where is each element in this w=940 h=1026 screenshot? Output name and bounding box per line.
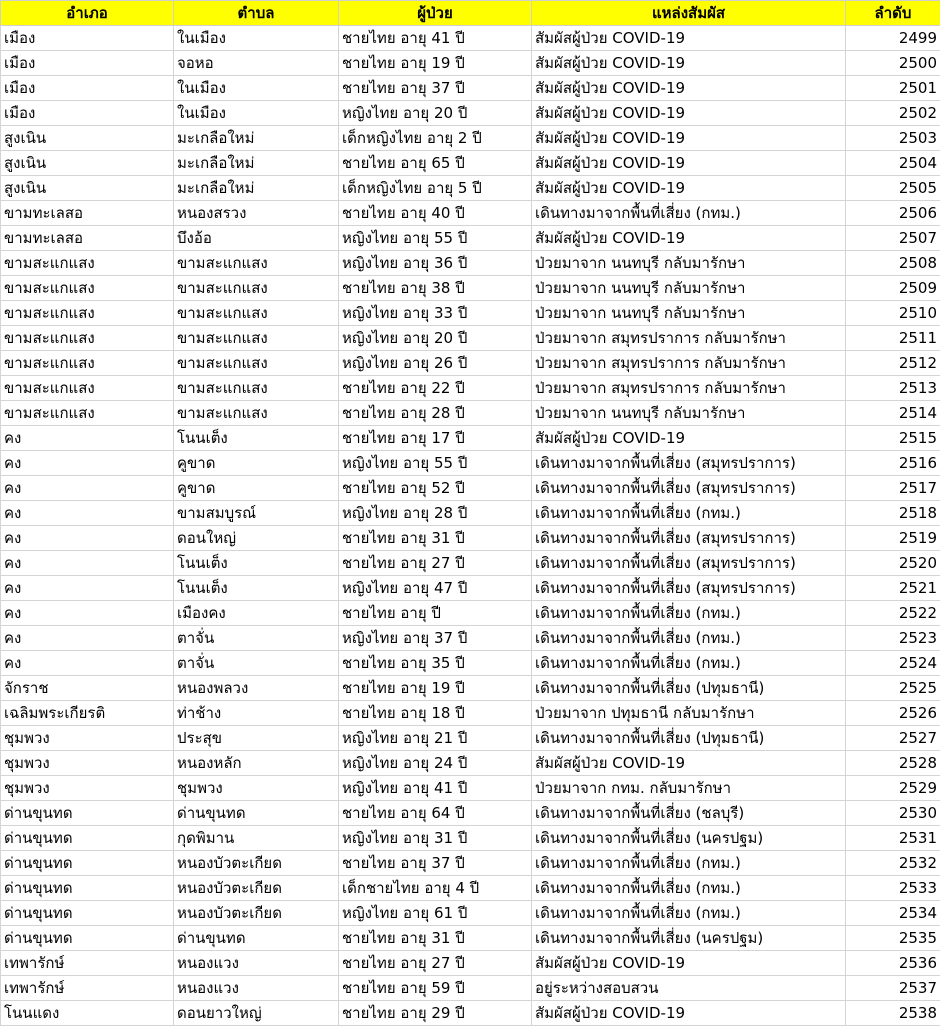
- source-cell: สัมผัสผู้ป่วย COVID-19: [532, 26, 846, 51]
- subdistrict-cell: ขามสมบูรณ์: [174, 501, 339, 526]
- subdistrict-cell: ขามสะแกแสง: [174, 351, 339, 376]
- subdistrict-cell: เมืองคง: [174, 601, 339, 626]
- district-cell: ด่านขุนทด: [1, 926, 174, 951]
- number-cell: 2517: [846, 476, 940, 501]
- district-cell: คง: [1, 526, 174, 551]
- source-cell: ป่วยมาจาก สมุทรปราการ กลับมารักษา: [532, 326, 846, 351]
- number-cell: 2525: [846, 676, 940, 701]
- source-cell: ป่วยมาจาก นนทบุรี กลับมารักษา: [532, 401, 846, 426]
- subdistrict-cell: หนองหลัก: [174, 751, 339, 776]
- patient-cell: ชายไทย อายุ 65 ปี: [339, 151, 532, 176]
- source-cell: สัมผัสผู้ป่วย COVID-19: [532, 426, 846, 451]
- number-cell: 2503: [846, 126, 940, 151]
- subdistrict-cell: โนนเต็ง: [174, 426, 339, 451]
- patient-cell: หญิงไทย อายุ 37 ปี: [339, 626, 532, 651]
- table-row: [1, 651, 940, 676]
- table-row: [1, 226, 940, 251]
- number-cell: 2534: [846, 901, 940, 926]
- subdistrict-cell: บึงอ้อ: [174, 226, 339, 251]
- table-row: [1, 951, 940, 976]
- district-cell: คง: [1, 551, 174, 576]
- table-row: [1, 701, 940, 726]
- source-cell: เดินทางมาจากพื้นที่เสี่ยง (กทม.): [532, 601, 846, 626]
- district-cell: ขามทะเลสอ: [1, 201, 174, 226]
- number-cell: 2500: [846, 51, 940, 76]
- source-cell: เดินทางมาจากพื้นที่เสี่ยง (ปทุมธานี): [532, 726, 846, 751]
- number-cell: 2529: [846, 776, 940, 801]
- subdistrict-cell: หนองแวง: [174, 951, 339, 976]
- district-cell: เมือง: [1, 51, 174, 76]
- subdistrict-cell: ท่าช้าง: [174, 701, 339, 726]
- patient-cell: หญิงไทย อายุ 55 ปี: [339, 451, 532, 476]
- subdistrict-cell: ประสุข: [174, 726, 339, 751]
- source-cell: ป่วยมาจาก กทม. กลับมารักษา: [532, 776, 846, 801]
- district-cell: เทพารักษ์: [1, 976, 174, 1001]
- district-cell: คง: [1, 576, 174, 601]
- subdistrict-cell: ด่านขุนทด: [174, 801, 339, 826]
- table-row: [1, 426, 940, 451]
- header-subdistrict: ตำบล: [174, 1, 339, 26]
- source-cell: เดินทางมาจากพื้นที่เสี่ยง (กทม.): [532, 651, 846, 676]
- subdistrict-cell: มะเกลือใหม่: [174, 151, 339, 176]
- number-cell: 2505: [846, 176, 940, 201]
- subdistrict-cell: มะเกลือใหม่: [174, 126, 339, 151]
- table-row: [1, 826, 940, 851]
- number-cell: 2522: [846, 601, 940, 626]
- source-cell: อยู่ระหว่างสอบสวน: [532, 976, 846, 1001]
- number-cell: 2506: [846, 201, 940, 226]
- subdistrict-cell: ด่านขุนทด: [174, 926, 339, 951]
- number-cell: 2508: [846, 251, 940, 276]
- district-cell: ขามสะแกแสง: [1, 326, 174, 351]
- subdistrict-cell: ขามสะแกแสง: [174, 376, 339, 401]
- source-cell: เดินทางมาจากพื้นที่เสี่ยง (สมุทรปราการ): [532, 526, 846, 551]
- district-cell: ชุมพวง: [1, 726, 174, 751]
- subdistrict-cell: ตาจั่น: [174, 651, 339, 676]
- table-row: [1, 601, 940, 626]
- table-row: [1, 776, 940, 801]
- subdistrict-cell: หนองแวง: [174, 976, 339, 1001]
- number-cell: 2532: [846, 851, 940, 876]
- district-cell: เมือง: [1, 76, 174, 101]
- source-cell: ป่วยมาจาก ปทุมธานี กลับมารักษา: [532, 701, 846, 726]
- patient-cell: หญิงไทย อายุ 47 ปี: [339, 576, 532, 601]
- patient-cell: หญิงไทย อายุ 24 ปี: [339, 751, 532, 776]
- district-cell: ด่านขุนทด: [1, 851, 174, 876]
- table-row: [1, 176, 940, 201]
- table-row: [1, 726, 940, 751]
- patient-cell: ชายไทย อายุ 19 ปี: [339, 51, 532, 76]
- patient-cell: ชายไทย อายุ 27 ปี: [339, 951, 532, 976]
- patient-cell: หญิงไทย อายุ 61 ปี: [339, 901, 532, 926]
- source-cell: เดินทางมาจากพื้นที่เสี่ยง (กทม.): [532, 626, 846, 651]
- district-cell: ชุมพวง: [1, 776, 174, 801]
- subdistrict-cell: กุดพิมาน: [174, 826, 339, 851]
- number-cell: 2533: [846, 876, 940, 901]
- number-cell: 2516: [846, 451, 940, 476]
- number-cell: 2531: [846, 826, 940, 851]
- header-row: [1, 1, 940, 26]
- source-cell: สัมผัสผู้ป่วย COVID-19: [532, 951, 846, 976]
- subdistrict-cell: โนนเต็ง: [174, 551, 339, 576]
- subdistrict-cell: โนนเต็ง: [174, 576, 339, 601]
- number-cell: 2519: [846, 526, 940, 551]
- patient-cell: หญิงไทย อายุ 21 ปี: [339, 726, 532, 751]
- district-cell: สูงเนิน: [1, 176, 174, 201]
- patient-cell: ชายไทย อายุ 28 ปี: [339, 401, 532, 426]
- table-row: [1, 876, 940, 901]
- patient-cell: หญิงไทย อายุ 26 ปี: [339, 351, 532, 376]
- source-cell: สัมผัสผู้ป่วย COVID-19: [532, 126, 846, 151]
- district-cell: คง: [1, 601, 174, 626]
- table-row: [1, 576, 940, 601]
- number-cell: 2507: [846, 226, 940, 251]
- table-row: [1, 476, 940, 501]
- patient-cell: หญิงไทย อายุ 31 ปี: [339, 826, 532, 851]
- district-cell: คง: [1, 626, 174, 651]
- patient-cell: ชายไทย อายุ 35 ปี: [339, 651, 532, 676]
- table-row: [1, 751, 940, 776]
- number-cell: 2536: [846, 951, 940, 976]
- district-cell: คง: [1, 651, 174, 676]
- source-cell: เดินทางมาจากพื้นที่เสี่ยง (นครปฐม): [532, 826, 846, 851]
- table-row: [1, 551, 940, 576]
- number-cell: 2510: [846, 301, 940, 326]
- source-cell: เดินทางมาจากพื้นที่เสี่ยง (สมุทรปราการ): [532, 476, 846, 501]
- source-cell: เดินทางมาจากพื้นที่เสี่ยง (ชลบุรี): [532, 801, 846, 826]
- district-cell: ด่านขุนทด: [1, 901, 174, 926]
- source-cell: สัมผัสผู้ป่วย COVID-19: [532, 226, 846, 251]
- table-row: [1, 526, 940, 551]
- table-row: [1, 851, 940, 876]
- source-cell: เดินทางมาจากพื้นที่เสี่ยง (สมุทรปราการ): [532, 576, 846, 601]
- patient-cell: ชายไทย อายุ 27 ปี: [339, 551, 532, 576]
- table-row: [1, 51, 940, 76]
- table-row: [1, 276, 940, 301]
- number-cell: 2537: [846, 976, 940, 1001]
- district-cell: ขามสะแกแสง: [1, 251, 174, 276]
- number-cell: 2524: [846, 651, 940, 676]
- source-cell: เดินทางมาจากพื้นที่เสี่ยง (กทม.): [532, 901, 846, 926]
- number-cell: 2526: [846, 701, 940, 726]
- table-row: [1, 626, 940, 651]
- header-number: ลำดับ: [846, 1, 940, 26]
- subdistrict-cell: ในเมือง: [174, 76, 339, 101]
- number-cell: 2520: [846, 551, 940, 576]
- source-cell: เดินทางมาจากพื้นที่เสี่ยง (กทม.): [532, 201, 846, 226]
- number-cell: 2523: [846, 626, 940, 651]
- header-district: อำเภอ: [1, 1, 174, 26]
- subdistrict-cell: หนองพลวง: [174, 676, 339, 701]
- subdistrict-cell: ในเมือง: [174, 101, 339, 126]
- source-cell: เดินทางมาจากพื้นที่เสี่ยง (ปทุมธานี): [532, 676, 846, 701]
- number-cell: 2514: [846, 401, 940, 426]
- district-cell: เมือง: [1, 101, 174, 126]
- patient-cell: หญิงไทย อายุ 20 ปี: [339, 326, 532, 351]
- source-cell: สัมผัสผู้ป่วย COVID-19: [532, 1001, 846, 1026]
- district-cell: ขามสะแกแสง: [1, 301, 174, 326]
- subdistrict-cell: คูขาด: [174, 451, 339, 476]
- table-row: [1, 151, 940, 176]
- number-cell: 2502: [846, 101, 940, 126]
- subdistrict-cell: ชุมพวง: [174, 776, 339, 801]
- table-row: [1, 201, 940, 226]
- number-cell: 2528: [846, 751, 940, 776]
- table-row: [1, 901, 940, 926]
- source-cell: สัมผัสผู้ป่วย COVID-19: [532, 151, 846, 176]
- subdistrict-cell: ขามสะแกแสง: [174, 276, 339, 301]
- patient-cell: ชายไทย อายุ 29 ปี: [339, 1001, 532, 1026]
- subdistrict-cell: ขามสะแกแสง: [174, 251, 339, 276]
- source-cell: ป่วยมาจาก สมุทรปราการ กลับมารักษา: [532, 351, 846, 376]
- district-cell: ขามสะแกแสง: [1, 376, 174, 401]
- patient-cell: หญิงไทย อายุ 33 ปี: [339, 301, 532, 326]
- subdistrict-cell: หนองบัวตะเกียด: [174, 901, 339, 926]
- source-cell: สัมผัสผู้ป่วย COVID-19: [532, 76, 846, 101]
- table-row: [1, 26, 940, 51]
- district-cell: คง: [1, 476, 174, 501]
- district-cell: โนนแดง: [1, 1001, 174, 1026]
- subdistrict-cell: ดอนยาวใหญ่: [174, 1001, 339, 1026]
- table-row: [1, 976, 940, 1001]
- source-cell: สัมผัสผู้ป่วย COVID-19: [532, 51, 846, 76]
- patient-cell: หญิงไทย อายุ 55 ปี: [339, 226, 532, 251]
- number-cell: 2538: [846, 1001, 940, 1026]
- source-cell: สัมผัสผู้ป่วย COVID-19: [532, 176, 846, 201]
- table-row: [1, 76, 940, 101]
- subdistrict-cell: ในเมือง: [174, 26, 339, 51]
- patient-cell: หญิงไทย อายุ 28 ปี: [339, 501, 532, 526]
- subdistrict-cell: หนองบัวตะเกียด: [174, 851, 339, 876]
- district-cell: ด่านขุนทด: [1, 876, 174, 901]
- patient-cell: ชายไทย อายุ 31 ปี: [339, 926, 532, 951]
- patient-cell: ชายไทย อายุ 22 ปี: [339, 376, 532, 401]
- source-cell: เดินทางมาจากพื้นที่เสี่ยง (สมุทรปราการ): [532, 551, 846, 576]
- number-cell: 2513: [846, 376, 940, 401]
- patient-cell: ชายไทย อายุ 59 ปี: [339, 976, 532, 1001]
- patient-cell: ชายไทย อายุ 31 ปี: [339, 526, 532, 551]
- district-cell: สูงเนิน: [1, 151, 174, 176]
- patient-cell: ชายไทย อายุ 19 ปี: [339, 676, 532, 701]
- number-cell: 2518: [846, 501, 940, 526]
- district-cell: ขามสะแกแสง: [1, 276, 174, 301]
- subdistrict-cell: ขามสะแกแสง: [174, 401, 339, 426]
- number-cell: 2511: [846, 326, 940, 351]
- number-cell: 2521: [846, 576, 940, 601]
- table-row: [1, 101, 940, 126]
- district-cell: ขามทะเลสอ: [1, 226, 174, 251]
- number-cell: 2515: [846, 426, 940, 451]
- table-row: [1, 376, 940, 401]
- district-cell: เทพารักษ์: [1, 951, 174, 976]
- subdistrict-cell: คูขาด: [174, 476, 339, 501]
- district-cell: ด่านขุนทด: [1, 826, 174, 851]
- district-cell: จักราช: [1, 676, 174, 701]
- number-cell: 2509: [846, 276, 940, 301]
- patient-cell: ชายไทย อายุ ปี: [339, 601, 532, 626]
- subdistrict-cell: ตาจั่น: [174, 626, 339, 651]
- source-cell: ป่วยมาจาก นนทบุรี กลับมารักษา: [532, 276, 846, 301]
- number-cell: 2530: [846, 801, 940, 826]
- district-cell: ขามสะแกแสง: [1, 401, 174, 426]
- source-cell: เดินทางมาจากพื้นที่เสี่ยง (กทม.): [532, 501, 846, 526]
- header-patient: ผู้ป่วย: [339, 1, 532, 26]
- number-cell: 2535: [846, 926, 940, 951]
- patient-cell: ชายไทย อายุ 37 ปี: [339, 851, 532, 876]
- patient-cell: ชายไทย อายุ 37 ปี: [339, 76, 532, 101]
- table-row: [1, 351, 940, 376]
- source-cell: ป่วยมาจาก นนทบุรี กลับมารักษา: [532, 301, 846, 326]
- source-cell: ป่วยมาจาก สมุทรปราการ กลับมารักษา: [532, 376, 846, 401]
- district-cell: คง: [1, 501, 174, 526]
- number-cell: 2501: [846, 76, 940, 101]
- district-cell: คง: [1, 451, 174, 476]
- subdistrict-cell: จอหอ: [174, 51, 339, 76]
- district-cell: ชุมพวง: [1, 751, 174, 776]
- patient-cell: ชายไทย อายุ 52 ปี: [339, 476, 532, 501]
- subdistrict-cell: ขามสะแกแสง: [174, 301, 339, 326]
- district-cell: ด่านขุนทด: [1, 801, 174, 826]
- source-cell: ป่วยมาจาก นนทบุรี กลับมารักษา: [532, 251, 846, 276]
- patient-cell: ชายไทย อายุ 17 ปี: [339, 426, 532, 451]
- patient-cell: เด็กชายไทย อายุ 4 ปี: [339, 876, 532, 901]
- subdistrict-cell: มะเกลือใหม่: [174, 176, 339, 201]
- patient-cell: หญิงไทย อายุ 41 ปี: [339, 776, 532, 801]
- table-row: [1, 326, 940, 351]
- subdistrict-cell: หนองบัวตะเกียด: [174, 876, 339, 901]
- patient-cell: หญิงไทย อายุ 20 ปี: [339, 101, 532, 126]
- source-cell: สัมผัสผู้ป่วย COVID-19: [532, 751, 846, 776]
- district-cell: สูงเนิน: [1, 126, 174, 151]
- table-row: [1, 926, 940, 951]
- source-cell: สัมผัสผู้ป่วย COVID-19: [532, 101, 846, 126]
- number-cell: 2504: [846, 151, 940, 176]
- source-cell: เดินทางมาจากพื้นที่เสี่ยง (กทม.): [532, 876, 846, 901]
- table-row: [1, 501, 940, 526]
- table-row: [1, 1001, 940, 1026]
- subdistrict-cell: ดอนใหญ่: [174, 526, 339, 551]
- table-row: [1, 401, 940, 426]
- number-cell: 2527: [846, 726, 940, 751]
- source-cell: เดินทางมาจากพื้นที่เสี่ยง (กทม.): [532, 851, 846, 876]
- table-row: [1, 251, 940, 276]
- patient-cell: หญิงไทย อายุ 36 ปี: [339, 251, 532, 276]
- patient-cell: ชายไทย อายุ 40 ปี: [339, 201, 532, 226]
- patient-cell: ชายไทย อายุ 18 ปี: [339, 701, 532, 726]
- number-cell: 2499: [846, 26, 940, 51]
- patient-cell: เด็กหญิงไทย อายุ 5 ปี: [339, 176, 532, 201]
- table-row: [1, 676, 940, 701]
- subdistrict-cell: ขามสะแกแสง: [174, 326, 339, 351]
- subdistrict-cell: หนองสรวง: [174, 201, 339, 226]
- table-row: [1, 451, 940, 476]
- district-cell: เมือง: [1, 26, 174, 51]
- district-cell: ขามสะแกแสง: [1, 351, 174, 376]
- source-cell: เดินทางมาจากพื้นที่เสี่ยง (นครปฐม): [532, 926, 846, 951]
- district-cell: เฉลิมพระเกียรติ: [1, 701, 174, 726]
- patient-cell: ชายไทย อายุ 38 ปี: [339, 276, 532, 301]
- patient-cell: ชายไทย อายุ 64 ปี: [339, 801, 532, 826]
- patient-cell: ชายไทย อายุ 41 ปี: [339, 26, 532, 51]
- patient-cell: เด็กหญิงไทย อายุ 2 ปี: [339, 126, 532, 151]
- header-source: แหล่งสัมผัส: [532, 1, 846, 26]
- table-row: [1, 301, 940, 326]
- district-cell: คง: [1, 426, 174, 451]
- table-row: [1, 126, 940, 151]
- table-row: [1, 801, 940, 826]
- number-cell: 2512: [846, 351, 940, 376]
- source-cell: เดินทางมาจากพื้นที่เสี่ยง (สมุทรปราการ): [532, 451, 846, 476]
